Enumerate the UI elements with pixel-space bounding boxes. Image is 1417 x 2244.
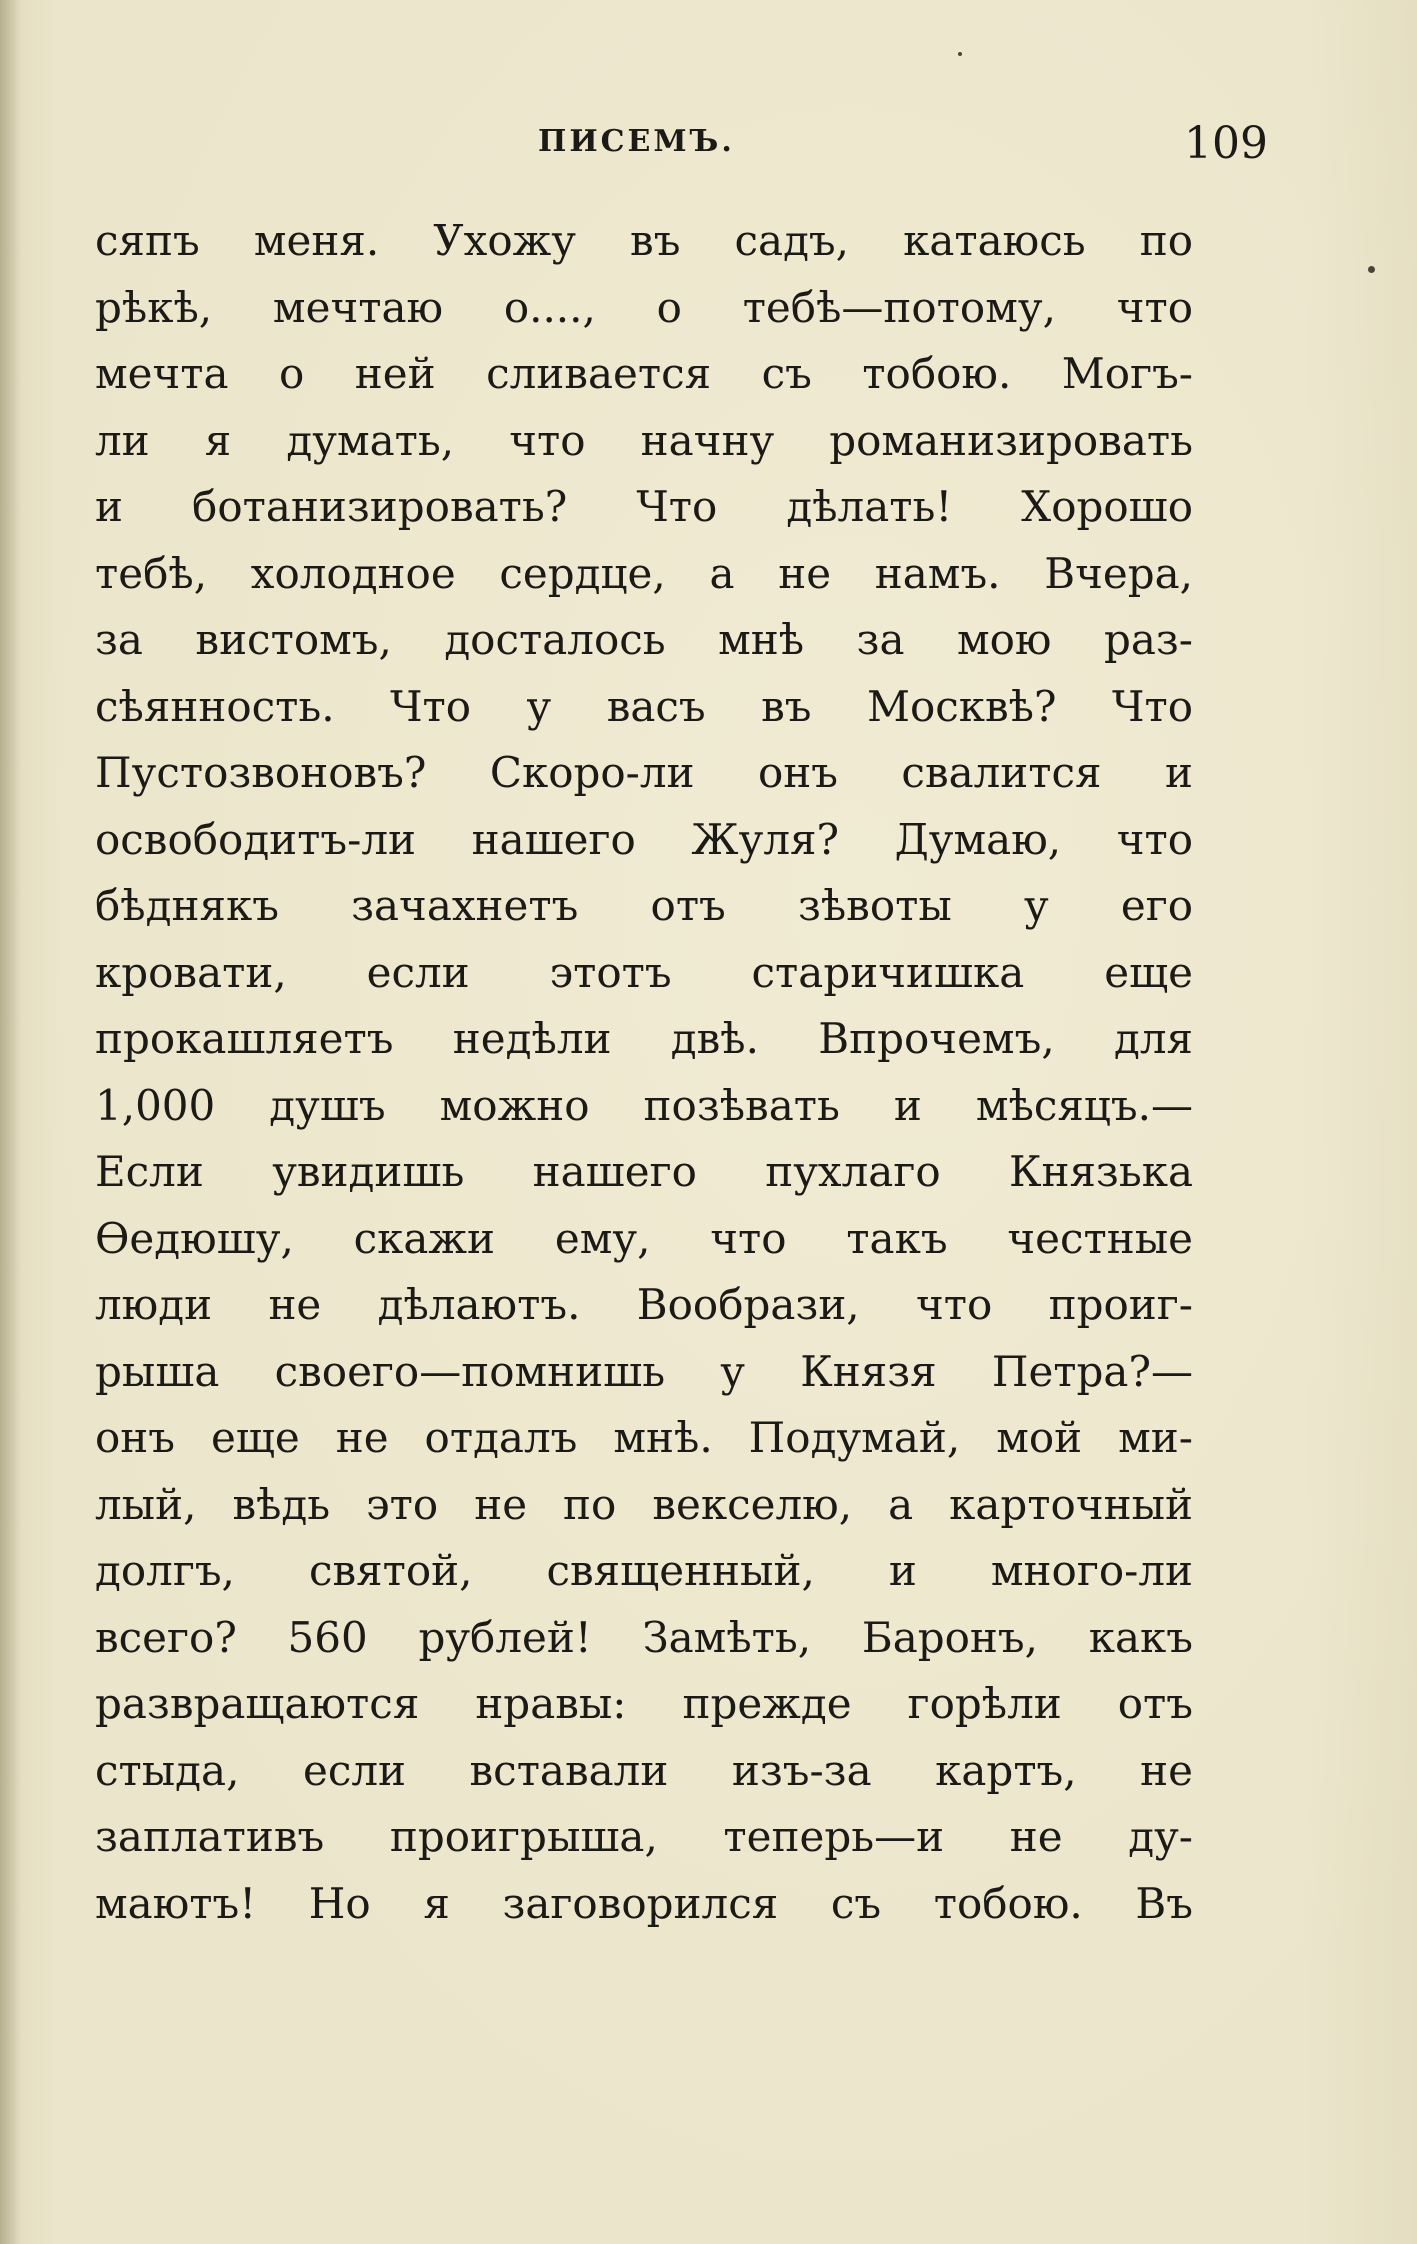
text-line: сяпъ меня. Ухожу въ садъ, катаюсь по <box>95 216 1193 265</box>
spine-shadow <box>0 0 22 2244</box>
text-line: бѣднякъ зачахнетъ отъ зѣвоты у его <box>95 881 1193 930</box>
text-line: заплативъ проигрыша, теперь—и не ду- <box>95 1812 1193 1861</box>
paper-speck <box>1368 266 1375 273</box>
text-line: люди не дѣлаютъ. Вообрази, что проиг- <box>95 1280 1193 1329</box>
text-line: мечта о ней сливается съ тобою. Могъ- <box>95 349 1193 398</box>
text-line: освободитъ-ли нашего Жуля? Думаю, что <box>95 814 1193 864</box>
text-line: стыда, если вставали изъ-за картъ, не <box>95 1745 1193 1795</box>
text-line: и ботанизировать? Что дѣлать! Хорошо <box>95 482 1193 531</box>
text-line: ли я думать, что начну романизировать <box>95 415 1193 465</box>
text-line: рѣкѣ, мечтаю о...., о тебѣ—потому, что <box>95 282 1193 332</box>
text-line: Если увидишь нашего пухлаго Князька <box>95 1147 1193 1196</box>
text-line: тебѣ, холодное сердце, а не намъ. Вчера, <box>95 548 1193 598</box>
text-line: за вистомъ, досталось мнѣ за мою раз- <box>95 615 1193 664</box>
running-head <box>95 118 1268 178</box>
text-line: Пустозвоновъ? Скоро-ли онъ свалится и <box>95 748 1193 797</box>
text-line: лый, вѣдь это не по векселю, а карточный <box>95 1479 1193 1529</box>
text-line: онъ еще не отдалъ мнѣ. Подумай, мой ми- <box>95 1413 1193 1462</box>
text-line: 1,000 душъ можно позѣвать и мѣсяцъ.— <box>95 1080 1193 1130</box>
text-line: Ѳедюшу, скажи ему, что такъ честные <box>95 1213 1193 1263</box>
text-line: всего? 560 рублей! Замѣть, Баронъ, какъ <box>95 1612 1193 1662</box>
text-line: рыша своего—помнишь у Князя Петра?— <box>95 1346 1193 1396</box>
page-number: 109 <box>1184 118 1268 169</box>
paper-speck <box>958 52 962 56</box>
text-line: кровати, если этотъ старичишка еще <box>95 947 1193 997</box>
text-line: сѣянность. Что у васъ въ Москвѣ? Что <box>95 681 1193 731</box>
text-line: развращаются нравы: прежде горѣли отъ <box>95 1679 1193 1728</box>
running-title: ПИСЕМЪ. <box>538 124 735 159</box>
body-text <box>95 208 1193 1937</box>
text-line: прокашляетъ недѣли двѣ. Впрочемъ, для <box>95 1014 1193 1063</box>
text-line: долгъ, святой, священный, и много-ли <box>95 1546 1193 1595</box>
text-line: маютъ! Но я заговорился съ тобою. Въ <box>95 1878 1193 1928</box>
